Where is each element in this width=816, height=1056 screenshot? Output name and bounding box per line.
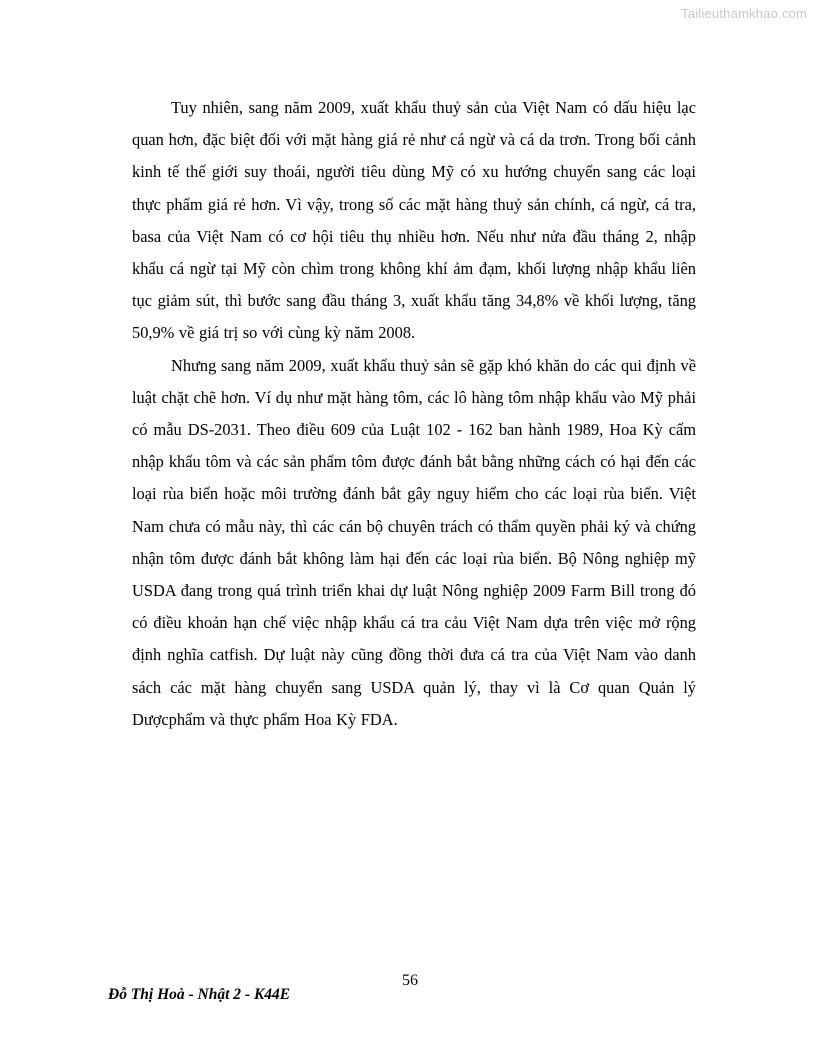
page-number: 56 — [402, 972, 418, 989]
document-body — [132, 92, 696, 736]
footer-author: Đỗ Thị Hoà - Nhật 2 - K44E — [108, 986, 291, 1003]
paragraph-1: Tuy nhiên, sang năm 2009, xuất khẩu thuỷ sản của Việt Nam có dấu hiệu lạc quan hơn, đặc biệt đối với mặt hàng giá rẻ như cá ngừ và cá da trơn. Trong bối cảnh kinh tế thế giới suy thoái, người tiêu dùng Mỹ có xu hướng chuyển sang các loại thực phẩm giá rẻ hơn. Vì vậy, trong số các mặt hàng thuỷ sản chính, cá ngừ, cá tra, basa của Việt Nam có cơ hội tiêu thụ nhiều hơn. Nếu như nửa đầu tháng 2, nhập khẩu cá ngừ tại Mỹ còn chìm trong không khí ảm đạm, khối lượng nhập khẩu liên tục giảm sút, thì bước sang đầu tháng 3, xuất khẩu tăng 34,8% về khối lượng, tăng 50,9% về giá trị so với cùng kỳ năm 2008. — [132, 98, 696, 343]
paragraph-2: Nhưng sang năm 2009, xuất khẩu thuỷ sản sẽ gặp khó khăn do các qui định về luật chặt chẽ hơn. Ví dụ như mặt hàng tôm, các lô hàng tôm nhập khẩu vào Mỹ phải có mẫu DS-2031. Theo điều 609 của Luật 102 - 162 ban hành 1989, Hoa Kỳ cấm nhập khẩu tôm và các sản phẩm tôm được đánh bắt bằng những cách có hại đến các loại rùa biển hoặc môi trường đánh bắt gây nguy hiểm cho các loại rùa biển. Việt Nam chưa có mẫu này, thì các cán bộ chuyên trách có thẩm quyền phải ký và chứng nhận tôm được đánh bắt không làm hại đến các loại rùa biển. Bộ Nông nghiệp mỹ USDA đang trong quá trình triển khai dự luật Nông nghiệp 2009 Farm Bill trong đó có điều khoản hạn chế việc nhập khẩu cá tra cảu Việt Nam dựa trên việc mở rộng định nghĩa catfish. Dự luật này cũng đồng thời đưa cá tra của Việt Nam vào danh sách các mặt hàng chuyển sang USDA quản lý, thay vì là Cơ quan Quản lý Dượcphẩm và thực phẩm Hoa Kỳ FDA. — [132, 355, 696, 729]
watermark-text: Tailieuthamkhao.com — [681, 6, 807, 21]
